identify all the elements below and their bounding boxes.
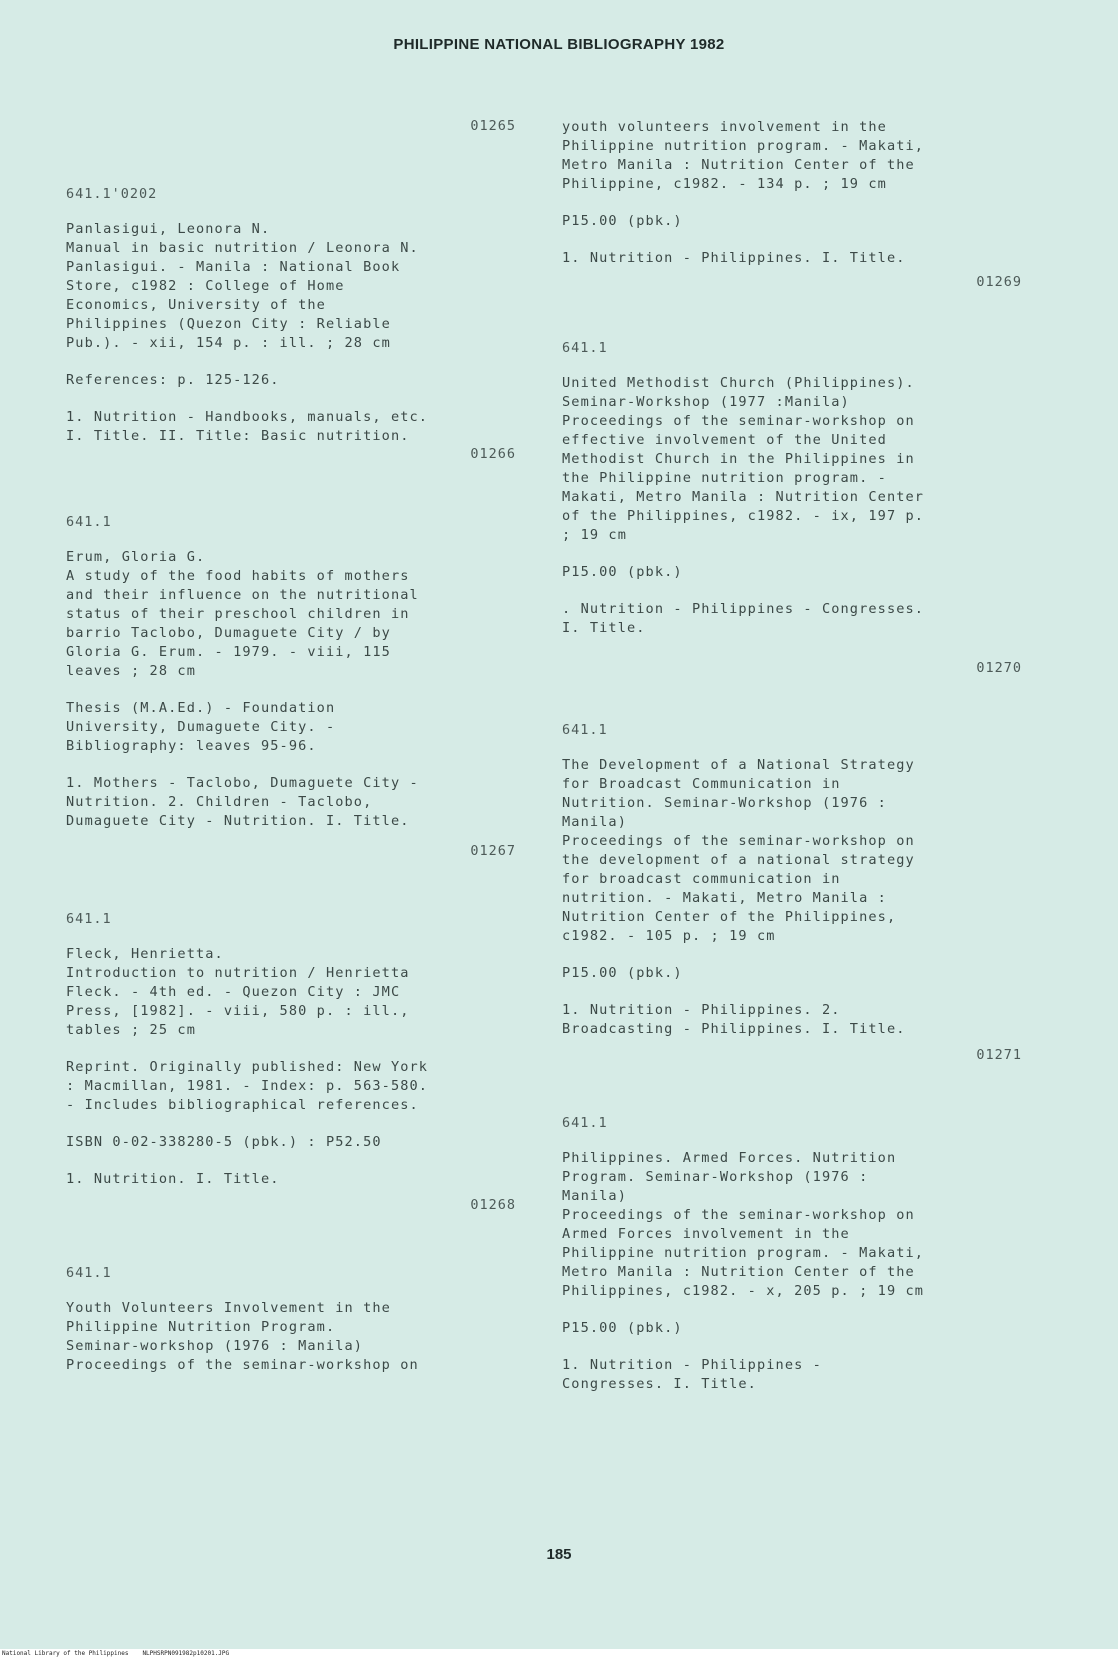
entry-line: tables ; 25 cm — [66, 1022, 196, 1038]
entry-number: 01270 — [976, 660, 1022, 676]
entry-line: nutrition. - Makati, Metro Manila : — [562, 890, 887, 906]
entry-line: Introduction to nutrition / Henrietta — [66, 965, 410, 981]
class-number: 641.1'0202 — [66, 186, 158, 202]
entry-number: 01267 — [470, 843, 516, 859]
entry-line: Metro Manila : Nutrition Center of the — [562, 1264, 915, 1280]
class-number: 641.1 — [66, 514, 112, 530]
entry-line: Philippines, c1982. - x, 205 p. ; 19 cm — [562, 1283, 925, 1299]
entry-line: Manila) — [562, 814, 627, 830]
entry-line: Proceedings of the seminar-workshop on — [562, 833, 915, 849]
entry-line: c1982. - 105 p. ; 19 cm — [562, 928, 776, 944]
entry-note: Bibliography: leaves 95-96. — [66, 738, 317, 754]
entry-line: the development of a national strategy — [562, 852, 915, 868]
entry-line: Panlasigui, Leonora N. — [66, 221, 271, 237]
entry-subject: 1. Nutrition - Philippines. I. Title. — [562, 250, 906, 266]
entry-line: A study of the food habits of mothers — [66, 568, 410, 584]
entry-line: leaves ; 28 cm — [66, 663, 196, 679]
catalog-entry-01268 — [66, 1299, 516, 1375]
entry-subject: 1. Nutrition. I. Title. — [66, 1171, 280, 1187]
catalog-entry-01266 — [66, 548, 516, 831]
catalog-entry-01269 — [562, 374, 1022, 638]
entry-line: Philippine nutrition program. - Makati, — [562, 138, 925, 154]
entry-line: Philippine Nutrition Program. — [66, 1319, 336, 1335]
page-number: 185 — [546, 1546, 572, 1563]
entry-note: University, Dumaguete City. - — [66, 719, 336, 735]
entry-subject: I. Title. — [562, 620, 646, 636]
entry-note: Thesis (M.A.Ed.) - Foundation — [66, 700, 336, 716]
entry-line: Panlasigui. - Manila : National Book — [66, 259, 401, 275]
entry-number: 01271 — [976, 1047, 1022, 1063]
entry-subject: I. Title. II. Title: Basic nutrition. — [66, 428, 410, 444]
entry-line: Pub.). - xii, 154 p. : ill. ; 28 cm — [66, 335, 391, 351]
entry-note: Reprint. Originally published: New York — [66, 1059, 429, 1075]
entry-line: Philippine, c1982. - 134 p. ; 19 cm — [562, 176, 887, 192]
entry-line: Proceedings of the seminar-workshop on — [562, 413, 915, 429]
entry-line: Proceedings of the seminar-workshop on — [66, 1357, 419, 1373]
entry-line: Manual in basic nutrition / Leonora N. — [66, 240, 419, 256]
entry-line: status of their preschool children in — [66, 606, 410, 622]
entry-line: Manila) — [562, 1188, 627, 1204]
entry-line: The Development of a National Strategy — [562, 757, 915, 773]
file-name: NLPHSRPN091982p10201.JPG — [142, 1650, 230, 1657]
catalog-entry-01268-continued — [562, 118, 1022, 268]
entry-number: 01268 — [470, 1197, 516, 1213]
entry-line: Makati, Metro Manila : Nutrition Center — [562, 489, 925, 505]
class-number: 641.1 — [562, 340, 608, 356]
entry-price: P15.00 (pbk.) — [562, 965, 683, 981]
entry-number: 01269 — [976, 274, 1022, 290]
entry-price: P15.00 (pbk.) — [562, 564, 683, 580]
entry-line: Store, c1982 : College of Home — [66, 278, 345, 294]
page-header: PHILIPPINE NATIONAL BIBLIOGRAPHY 1982 — [393, 36, 725, 53]
entry-note: : Macmillan, 1981. - Index: p. 563-580. — [66, 1078, 429, 1094]
entry-number: 01266 — [470, 446, 516, 462]
entry-number: 01265 — [470, 118, 516, 134]
entry-line: for broadcast communication in — [562, 871, 841, 887]
left-column — [66, 118, 516, 1375]
entry-line: Program. Seminar-Workshop (1976 : — [562, 1169, 869, 1185]
entry-line: Fleck. - 4th ed. - Quezon City : JMC — [66, 984, 401, 1000]
entry-line: Gloria G. Erum. - 1979. - viii, 115 — [66, 644, 391, 660]
entry-subject: Nutrition. 2. Children - Taclobo, — [66, 794, 373, 810]
right-column — [562, 118, 1022, 1394]
catalog-entry-01271 — [562, 1149, 1022, 1394]
entry-line: and their influence on the nutritional — [66, 587, 419, 603]
entry-subject: 1. Nutrition - Handbooks, manuals, etc. — [66, 409, 429, 425]
entry-line: barrio Taclobo, Dumaguete City / by — [66, 625, 391, 641]
catalog-entry-01267 — [66, 945, 516, 1189]
entry-line: effective involvement of the United — [562, 432, 887, 448]
entry-line: Seminar-workshop (1976 : Manila) — [66, 1338, 364, 1354]
library-label: National Library of the Philippines — [2, 1650, 129, 1657]
entry-line: Seminar-Workshop (1977 :Manila) — [562, 394, 850, 410]
entry-price: P15.00 (pbk.) — [562, 213, 683, 229]
entry-line: Proceedings of the seminar-workshop on — [562, 1207, 915, 1223]
entry-subject: Dumaguete City - Nutrition. I. Title. — [66, 813, 410, 829]
entry-subject: . Nutrition - Philippines - Congresses. — [562, 601, 925, 617]
entry-isbn: ISBN 0-02-338280-5 (pbk.) : P52.50 — [66, 1134, 382, 1150]
catalog-entry-01265 — [66, 220, 516, 446]
entry-line: Nutrition Center of the Philippines, — [562, 909, 897, 925]
entry-subject: Broadcasting - Philippines. I. Title. — [562, 1021, 906, 1037]
entry-line: Economics, University of the — [66, 297, 326, 313]
class-number: 641.1 — [562, 722, 608, 738]
entry-line: Philippine nutrition program. - Makati, — [562, 1245, 925, 1261]
entry-note: References: p. 125-126. — [66, 372, 280, 388]
entry-subject: Congresses. I. Title. — [562, 1376, 757, 1392]
entry-line: Armed Forces involvement in the — [562, 1226, 850, 1242]
class-number: 641.1 — [562, 1115, 608, 1131]
entry-line: Press, [1982]. - viii, 580 p. : ill., — [66, 1003, 410, 1019]
entry-subject: 1. Nutrition - Philippines - — [562, 1357, 822, 1373]
entry-line: Nutrition. Seminar-Workshop (1976 : — [562, 795, 887, 811]
entry-subject: 1. Mothers - Taclobo, Dumaguete City - — [66, 775, 419, 791]
scan-footer — [0, 1649, 1118, 1658]
entry-line: Fleck, Henrietta. — [66, 946, 224, 962]
entry-line: Youth Volunteers Involvement in the — [66, 1300, 391, 1316]
entry-line: the Philippine nutrition program. - — [562, 470, 887, 486]
entry-line: of the Philippines, c1982. - ix, 197 p. — [562, 508, 925, 524]
entry-line: for Broadcast Communication in — [562, 776, 841, 792]
entry-note: - Includes bibliographical references. — [66, 1097, 419, 1113]
entry-line: Philippines. Armed Forces. Nutrition — [562, 1150, 897, 1166]
entry-line: United Methodist Church (Philippines). — [562, 375, 915, 391]
class-number: 641.1 — [66, 911, 112, 927]
entry-subject: 1. Nutrition - Philippines. 2. — [562, 1002, 841, 1018]
entry-line: Methodist Church in the Philippines in — [562, 451, 915, 467]
entry-line: Metro Manila : Nutrition Center of the — [562, 157, 915, 173]
catalog-entry-01270 — [562, 756, 1022, 1039]
entry-line: Philippines (Quezon City : Reliable — [66, 316, 391, 332]
entry-price: P15.00 (pbk.) — [562, 1320, 683, 1336]
entry-line: youth volunteers involvement in the — [562, 119, 887, 135]
entry-line: ; 19 cm — [562, 527, 627, 543]
class-number: 641.1 — [66, 1265, 112, 1281]
entry-line: Erum, Gloria G. — [66, 549, 206, 565]
